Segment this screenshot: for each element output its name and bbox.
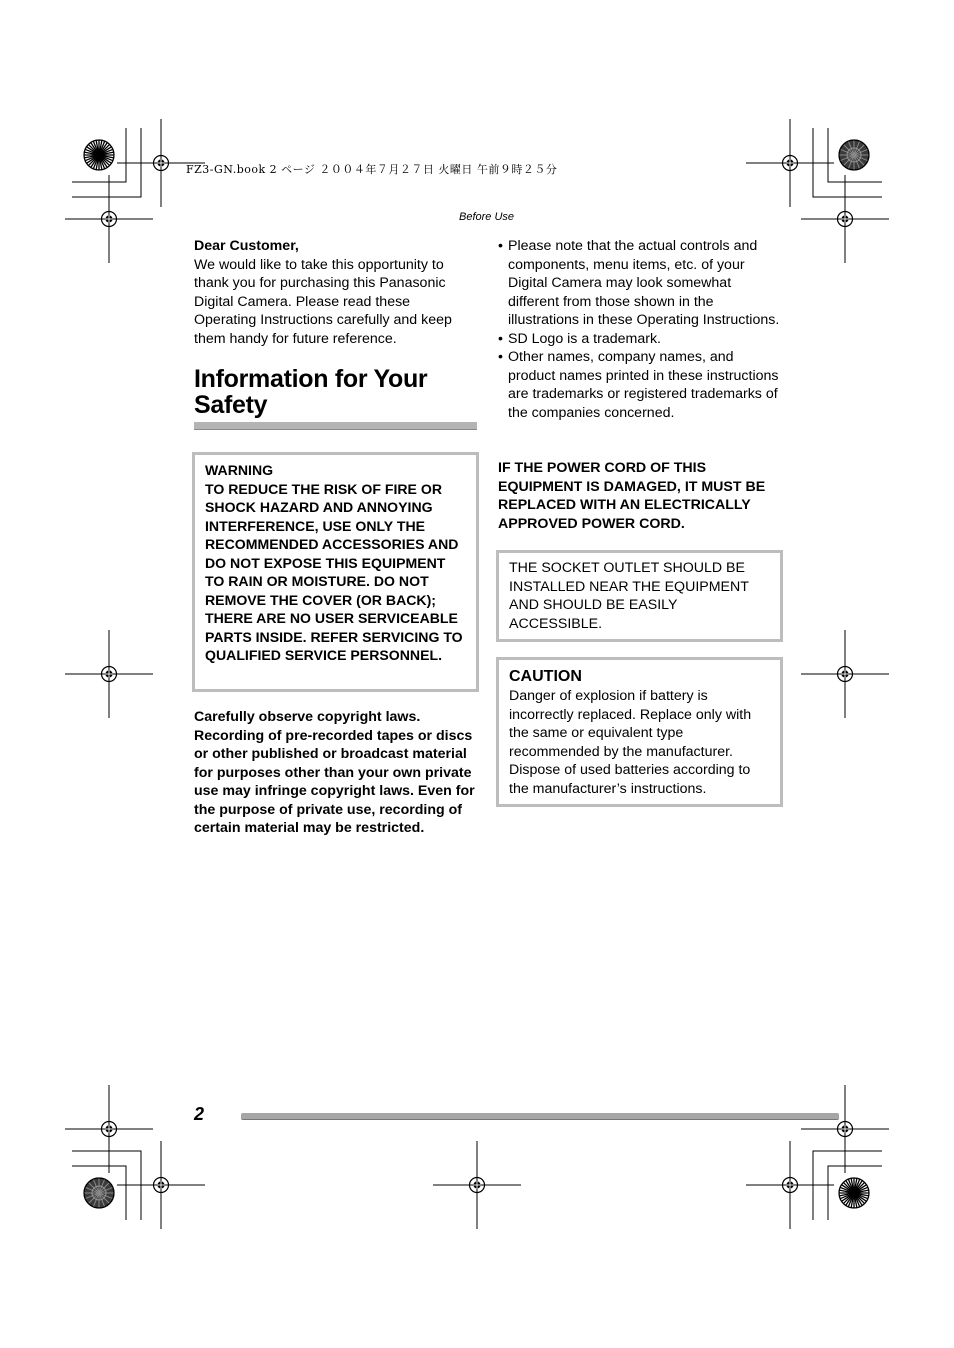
bullet-icon: • — [498, 238, 503, 254]
greeting-body: We would like to take this opportunity to thank you for purchasing this Panasonic Digital Camera. Please read these Operating Instructions carefully and keep them handy for future reference. — [194, 256, 452, 347]
greeting-title: Dear Customer, — [194, 238, 299, 254]
warning-body: TO REDUCE THE RISK OF FIRE OR SHOCK HAZARD AND ANNOYING INTERFERENCE, USE ONLY THE RECOMMENDED ACCESSORIES AND DO NOT EXPOSE THIS EQUIPMENT TO RAIN OR MOISTURE. DO NOT REMOVE THE COVER (OR BACK); THERE ARE NO USER SERVICEABLE PARTS INSIDE. REFER SERVICING TO QUALIFIED SERVICE PERSONNEL. — [205, 480, 463, 663]
bullet-icon: • — [498, 330, 503, 347]
caution-title: CAUTION — [509, 668, 582, 685]
page-title — [194, 366, 478, 418]
page-title-line-2: Safety — [194, 391, 268, 419]
caution-box — [496, 657, 783, 807]
registration-wheel-icon — [839, 1178, 869, 1208]
copyright-notice — [194, 708, 479, 838]
footer-rule — [241, 1113, 839, 1120]
print-header: FZ3-GN.book 2 ページ ２００４年７月２７日 火曜日 午前９時２５分 — [186, 163, 558, 176]
power-cord-notice — [498, 459, 788, 533]
list-item: • Please note that the actual controls and components, menu items, etc. of your Digital Camera may look somewhat different from those shown in the illustrations in these Operating Instructions. — [498, 238, 780, 328]
socket-outlet-box — [496, 550, 783, 642]
notes-list — [498, 237, 783, 422]
socket-outlet-text: THE SOCKET OUTLET SHOULD BE INSTALLED NEAR THE EQUIPMENT AND SHOULD BE EASILY ACCESSIBLE. — [509, 560, 749, 632]
page-number: 2 — [194, 1104, 205, 1124]
registration-wheel-icon — [84, 140, 114, 170]
registration-wheel-icon — [839, 140, 869, 170]
title-underline — [194, 422, 477, 430]
list-item: • Other names, company names, and product names printed in these instructions are trademarks or registered trademarks of the companies concerned. — [498, 349, 779, 421]
warning-box — [192, 452, 479, 692]
bullet-icon: • — [498, 349, 503, 365]
list-item: • SD Logo is a trademark. — [498, 330, 661, 347]
registration-wheel-icon — [84, 1178, 114, 1208]
caution-body: Danger of explosion if battery is incorrectly replaced. Replace only with the same or equivalent type recommended by the manufacturer. Dispose of used batteries according to the manufacturer’s instructions. — [509, 688, 752, 797]
greeting-section — [194, 237, 474, 348]
power-cord-text: IF THE POWER CORD OF THIS EQUIPMENT IS DAMAGED, IT MUST BE REPLACED WITH AN ELECTRICALLY APPROVED POWER CORD. — [498, 460, 766, 532]
notes-section — [498, 237, 783, 422]
copyright-text: Carefully observe copyright laws. Recording of pre-recorded tapes or discs or other published or broadcast material for purposes other than your own private use may infringe copyright laws. Even for the purpose of private use, recording of certain material may be restricted. — [194, 709, 475, 836]
warning-title: WARNING — [205, 462, 274, 478]
page-title-line-1: Information for Your — [194, 365, 428, 393]
section-tag: Before Use — [459, 211, 515, 223]
